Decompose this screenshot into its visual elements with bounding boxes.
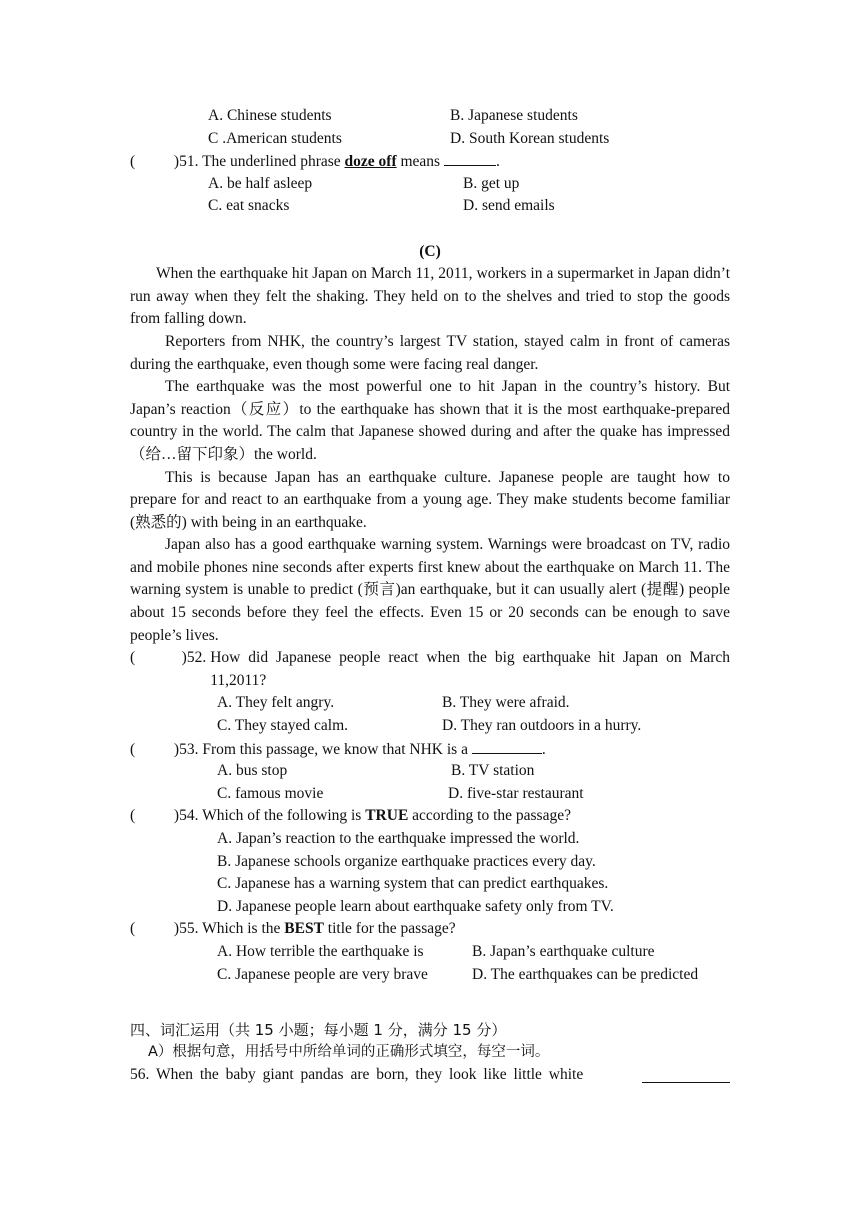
q53-question: ( )53. From this passage, we know that NHK is a . (130, 738, 730, 761)
q50-options-row1 (130, 105, 730, 128)
q51-number: ( )51. (130, 153, 199, 171)
q55-option-b: B. Japan’s earthquake culture (472, 942, 655, 960)
q54-prefix: Which of the following is (202, 807, 362, 825)
q54-option-d-row (130, 896, 730, 919)
q53-option-b: B. TV station (451, 762, 535, 780)
q51-suffix: means (400, 153, 441, 171)
exam-page (130, 105, 730, 1087)
q55-option-d: D. The earthquakes can be predicted (472, 965, 699, 983)
q51-prefix: The underlined phrase (202, 153, 341, 171)
passage-paragraph-4: This is because Japan has an earthquake culture. Japanese people are taught how to prepare for and react to an earthquake from a young age. They make students become familiar (熟悉的) with being in an earthquake. (130, 468, 730, 531)
q52-option-b: B. They were afraid. (442, 694, 570, 712)
q51-option-b: B. get up (463, 174, 520, 192)
q55-question (130, 918, 730, 941)
q53-option-c: C. famous movie (217, 784, 324, 802)
q53-number: ( )53. (130, 740, 199, 758)
q55-emphasis: BEST (284, 920, 324, 938)
answer-blank (472, 738, 542, 754)
q53-options-row2 (130, 783, 730, 806)
q54-option-b: B. Japanese schools organize earthquake practices every day. (217, 852, 596, 870)
q51-options-row1 (130, 173, 730, 196)
q53-option-d: D. five-star restaurant (448, 784, 584, 802)
q51-option-c: C. eat snacks (208, 197, 290, 215)
q53-option-a: A. bus stop (217, 762, 288, 780)
q52-option-d: D. They ran outdoors in a hurry. (442, 717, 642, 735)
section-4-instruction: A）根据句意，用括号中所给单词的正确形式填空，每空一词。 (148, 1044, 550, 1061)
q54-number: ( )54. (130, 807, 199, 825)
q54-option-a: A. Japan’s reaction to the earthquake impressed the world. (217, 830, 580, 847)
q54-option-c-row (130, 873, 730, 896)
q54-option-a-row (130, 828, 730, 851)
q52-option-a: A. They felt angry. (217, 694, 335, 712)
section-c-title: (C) (419, 242, 441, 260)
answer-blank (444, 150, 496, 166)
passage-paragraph-1: When the earthquake hit Japan on March 11, 2011, workers in a supermarket in Japan didn’t run away when they felt the shaking. They held on to the shelves and tried to stop the goods from falling down. (130, 265, 730, 328)
q54-option-d: D. Japanese people learn about earthquake safety only from TV. (217, 897, 614, 915)
q54-option-b-row (130, 851, 730, 874)
q56-text: 56. When the baby giant pandas are born, they look like little white (130, 1065, 584, 1083)
q53-text: From this passage, we know that NHK is a (202, 740, 468, 758)
q55-suffix: title for the passage? (327, 920, 456, 938)
q51-option-d: D. send emails (463, 197, 555, 215)
q52-question (130, 647, 730, 692)
q52-number: ( )52. (130, 649, 207, 667)
section-4-heading: 四、词汇运用（共 15 小题；每小题 1 分，满分 15 分） (130, 1020, 507, 1039)
q56-question (130, 1064, 730, 1087)
q54-emphasis: TRUE (365, 807, 409, 825)
q54-question (130, 805, 730, 828)
passage-paragraph-2: Reporters from NHK, the country’s largest TV station, stayed calm in front of cameras during the earthquake, even though some were facing real danger. (130, 332, 730, 373)
q55-number: ( )55. (130, 920, 199, 938)
q55-options-row2 (130, 964, 730, 987)
q50-option-a: A. Chinese students (208, 107, 332, 124)
q54-option-c: C. Japanese has a warning system that can predict earthquakes. (217, 875, 609, 893)
q51-options-row2 (130, 195, 730, 218)
q51-question: ( )51. The underlined phrase doze off means . (130, 150, 730, 173)
q55-prefix: Which is the (202, 920, 281, 938)
passage-paragraph-5: Japan also has a good earthquake warning system. Warnings were broadcast on TV, radio and mobile phones nine seconds after experts first knew about the earthquake on March 11. The warning system is unable to predict (预言)an earthquake, but it can usually alert (提醒) people about 15 seconds before they feel the effects. Even 15 or 20 seconds can be enough to save people’s lives. (130, 536, 730, 644)
q50-option-b: B. Japanese students (450, 107, 578, 124)
q55-option-a: A. How terrible the earthquake is (217, 942, 424, 960)
passage-paragraph-3: The earthquake was the most powerful one to hit Japan in the country’s history. But Japan’s reaction（反应）to the earthquake has shown that it is the most earthquake-prepared country in the world. The calm that Japanese showed during and after the quake has impressed （给…留下印象）the world. (130, 378, 730, 463)
q52-options-row2 (130, 715, 730, 738)
q52-option-c: C. They stayed calm. (217, 717, 349, 735)
q53-options-row1 (130, 760, 730, 783)
q52-text: How did Japanese people react when the big earthquake hit Japan on March 11,2011? (210, 649, 730, 689)
q52-options-row1 (130, 692, 730, 715)
q55-options-row1 (130, 941, 730, 964)
q51-option-a: A. be half asleep (208, 174, 313, 192)
q50-options-row2 (130, 128, 730, 151)
q55-option-c: C. Japanese people are very brave (217, 965, 428, 983)
answer-blank (642, 1067, 730, 1083)
q50-option-d: D. South Korean students (450, 129, 610, 147)
q51-underlined-phrase: doze off (344, 153, 397, 171)
q50-option-c: C .American students (208, 129, 342, 147)
q54-suffix: according to the passage? (412, 807, 571, 825)
